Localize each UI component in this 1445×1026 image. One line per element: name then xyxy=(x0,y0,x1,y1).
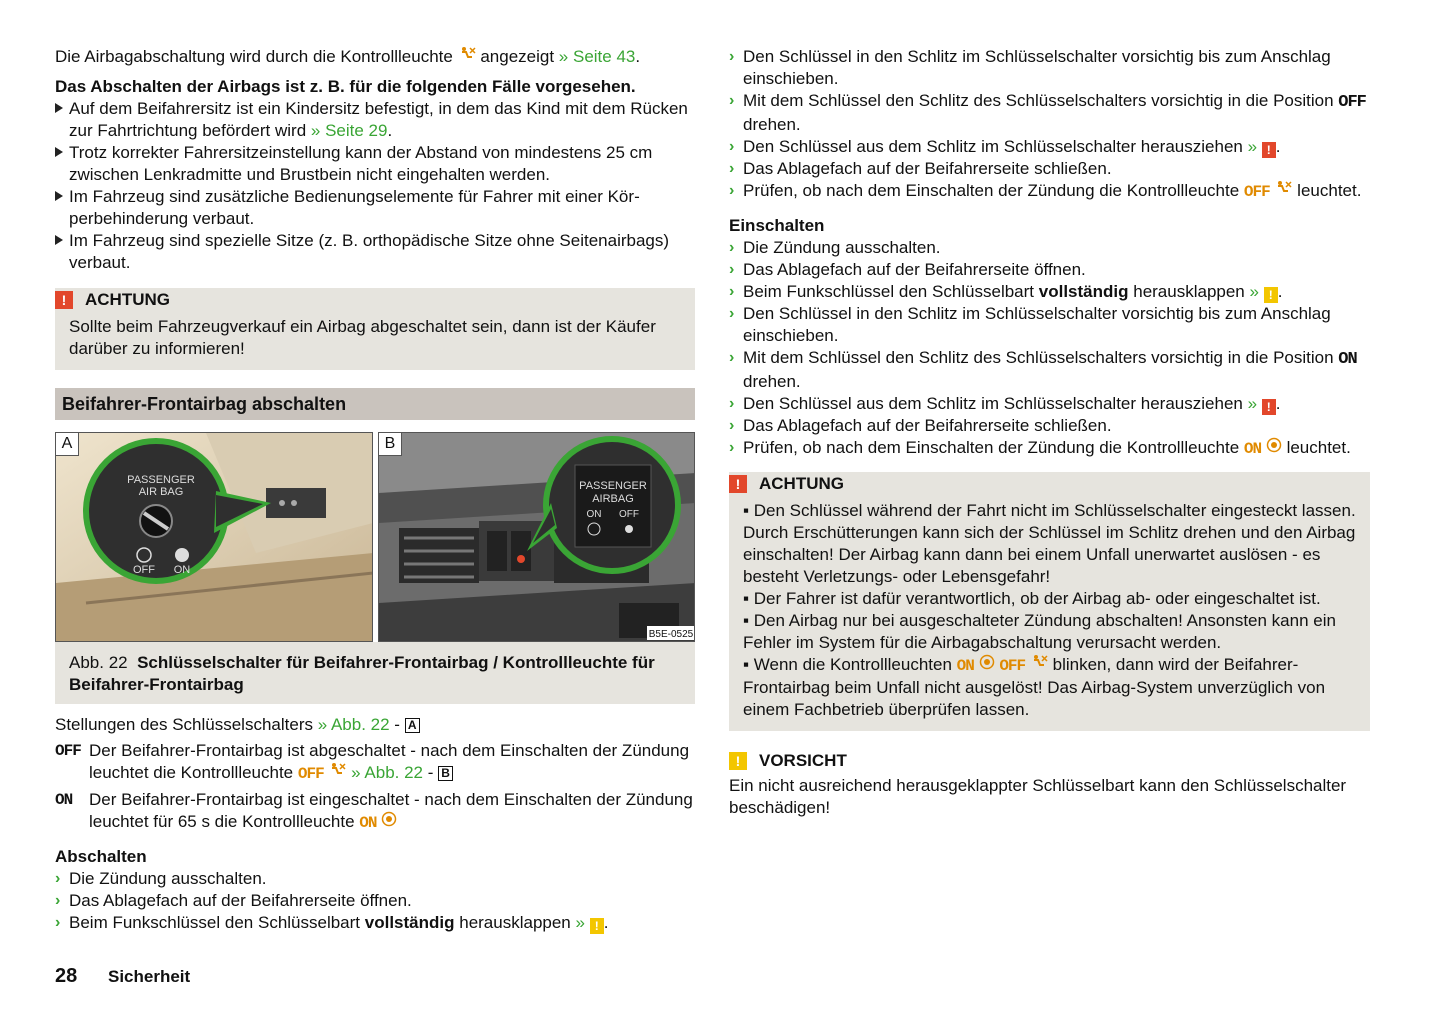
step-item: › Prüfen, ob nach dem Einschalten der Zündung die Kontrollleuchte OFF leuchtet. xyxy=(729,181,1362,201)
page-number: 28 xyxy=(55,965,78,987)
section-title: Beifahrer-Frontairbag abschalten xyxy=(55,388,695,420)
warning-title: ACHTUNG xyxy=(85,290,170,309)
link-abb-22[interactable]: » Abb. 22 xyxy=(351,763,423,782)
b-passenger-label: PASSENGER xyxy=(579,480,647,492)
link-arrow[interactable]: » xyxy=(1249,282,1259,301)
chevron-icon: › xyxy=(729,417,735,434)
step-item: › Prüfen, ob nach dem Einschalten der Zündung die Kontrollleuchte ON leuchtet. xyxy=(729,438,1351,458)
warning-icon: ! xyxy=(729,475,747,493)
figure-panel-b xyxy=(378,432,695,642)
triangle-bullet-icon xyxy=(55,235,63,245)
triangle-bullet-icon xyxy=(55,191,63,201)
step-item: › Den Schlüssel in den Schlitz im Schlüsselschalter vorsichtig bis zum Anschlag einschieben. xyxy=(729,47,1331,88)
a-on-label: ON xyxy=(173,564,191,576)
indicator-on: ON xyxy=(359,814,377,832)
airbag-off-person-icon xyxy=(1274,181,1292,200)
link-arrow[interactable]: » xyxy=(1247,137,1258,156)
warning-box-2 xyxy=(729,472,1370,731)
link-abb-22[interactable]: » Abb. 22 xyxy=(317,715,390,734)
position-key-on: ON xyxy=(1338,350,1357,369)
airbag-off-person-icon xyxy=(1030,655,1048,674)
warning-item: ▪ Wenn die Kontrollleuchten ON OFF blinken, dann wird der Beifahrer-Frontairbag beim Unfall nicht ausgelöst! Das Airbag-System unverzüglich von einem Fachbetrieb überprüfen lassen. xyxy=(743,655,1326,719)
chevron-icon: › xyxy=(729,160,735,177)
step-item: › Das Ablagefach auf der Beifahrerseite schließen. xyxy=(729,159,1112,178)
indicator-off: OFF xyxy=(1243,183,1270,201)
caution-title: VORSICHT xyxy=(759,751,847,770)
position-on-key: ON xyxy=(55,791,73,809)
page-footer xyxy=(55,965,190,988)
intro-paragraph: Die Airbagabschaltung wird durch die Kontrollleuchte angezeigt » Seite 43. xyxy=(55,47,641,66)
step-item: › Beim Funkschlüssel den Schlüsselbart vollständig herausklappen » ! . xyxy=(55,913,609,933)
einschalten-title: Einschalten xyxy=(729,216,825,235)
chevron-icon: › xyxy=(729,239,735,256)
caution-box xyxy=(729,749,1370,819)
intro-text: Die Airbagabschaltung wird durch die Kontrollleuchte xyxy=(55,47,453,66)
a-off-label: OFF xyxy=(133,564,155,576)
indicator-off: OFF xyxy=(297,765,324,783)
chevron-icon: › xyxy=(729,261,735,278)
warning-icon: ! xyxy=(55,291,73,309)
caution-icon: ! xyxy=(729,752,747,770)
link-arrow[interactable]: » xyxy=(1247,394,1258,413)
a-passenger-label: PASSENGER xyxy=(127,474,195,486)
airbag-off-person-icon xyxy=(328,763,346,782)
footer-section: Sicherheit xyxy=(107,967,191,986)
right-column xyxy=(729,46,1370,819)
link-seite-29[interactable]: » Seite 29 xyxy=(310,121,388,140)
box-a-ref: A xyxy=(405,718,420,733)
caption-number: Abb. 22 xyxy=(69,653,128,672)
warning-text: Sollte beim Fahrzeugverkauf ein Airbag abgeschaltet sein, dann ist der Käufer darüber zu informieren! xyxy=(69,317,656,358)
step-item: › Die Zündung ausschalten. xyxy=(729,238,941,257)
step-item: › Die Zündung ausschalten. xyxy=(55,869,267,888)
warning-box-1 xyxy=(55,288,695,370)
case-item: Im Fahrzeug sind spezielle Sitze (z. B. orthopädische Sitze ohne Seitenairbags) verbaut. xyxy=(55,230,695,274)
chevron-icon: › xyxy=(729,349,735,366)
indicator-on: ON xyxy=(956,657,974,675)
airbag-on-icon xyxy=(979,655,995,674)
warning-item: ▪ Den Schlüssel während der Fahrt nicht im Schlüsselschalter eingesteckt lassen. Durch Erschütterungen kann sich der Schlüssel im Schlitz drehen und den Airbag einschalten! Der Airbag kann dann bei einem Unfall unerwartet auslösen - es besteht Verletzungs- oder Lebensgefahr! xyxy=(743,501,1356,586)
chevron-icon: › xyxy=(55,892,61,909)
figure-panel-a xyxy=(55,432,373,642)
caution-text: Ein nicht ausreichend herausgeklappter Schlüsselbart kann den Schlüsselschalter beschädigen! xyxy=(729,776,1347,817)
chevron-icon: › xyxy=(729,283,735,300)
warning-item: ▪ Der Fahrer ist dafür verantwortlich, ob der Airbag ab- oder eingeschaltet ist. xyxy=(743,589,1321,608)
figure-caption xyxy=(55,642,695,704)
glovebox-illustration xyxy=(56,433,373,641)
figure-code: B5E-0525 xyxy=(648,629,694,640)
chevron-icon: › xyxy=(55,914,61,931)
airbag-on-icon xyxy=(1266,438,1282,457)
position-off-key: OFF xyxy=(55,742,81,760)
caption-text: Schlüsselschalter für Beifahrer-Frontairbag / Kontrollleuchte für Beifahrer-Frontairbag xyxy=(69,653,655,694)
chevron-icon: › xyxy=(729,305,735,322)
triangle-bullet-icon xyxy=(55,103,63,113)
warning-title: ACHTUNG xyxy=(759,474,844,493)
caution-mini-icon: ! xyxy=(590,918,604,934)
step-item: › Mit dem Schlüssel den Schlitz des Schlüsselschalters vorsichtig in die Position OFF drehen. xyxy=(729,91,1366,134)
chevron-icon: › xyxy=(729,92,735,109)
step-item: › Beim Funkschlüssel den Schlüsselbart vollständig herausklappen » ! . xyxy=(729,282,1283,302)
step-item: › Den Schlüssel in den Schlitz im Schlüsselschalter vorsichtig bis zum Anschlag einschieben. xyxy=(729,304,1331,345)
dashboard-illustration xyxy=(379,433,695,641)
b-airbag-label: AIRBAG xyxy=(592,493,634,505)
chevron-icon: › xyxy=(55,870,61,887)
warning-mini-icon: ! xyxy=(1262,399,1276,415)
warning-list xyxy=(729,496,1370,731)
airbag-off-person-icon xyxy=(458,47,476,66)
cases-heading: Das Abschalten der Airbags ist z. B. für die folgenden Fälle vorgesehen. xyxy=(55,77,636,96)
indicator-on: ON xyxy=(1243,440,1262,458)
step-item: › Das Ablagefach auf der Beifahrerseite öffnen. xyxy=(55,891,412,910)
chevron-icon: › xyxy=(729,395,735,412)
chevron-icon: › xyxy=(729,182,735,199)
step-item: › Das Ablagefach auf der Beifahrerseite öffnen. xyxy=(729,260,1086,279)
case-item: Trotz korrekter Fahrersitzeinstellung kann der Abstand von mindestens 25 cm zwischen Lenkradmitte und Brustbein nicht eingehalten werden. xyxy=(55,142,695,186)
chevron-icon: › xyxy=(729,439,735,456)
position-off: OFF Der Beifahrer-Frontairbag ist abgeschaltet - nach dem Einschalten der Zündung leuchtet die Kontrollleuchte OFF » Abb. 22 - B xyxy=(55,741,690,783)
a-airbag-label: AIR BAG xyxy=(138,486,184,498)
panel-label-b: B xyxy=(379,433,402,456)
warning-item: ▪ Den Airbag nur bei ausgeschalteter Zündung abschalten! Ansonsten kann ein Fehler im System für die Airbagabschaltung verursacht werden. xyxy=(743,611,1336,652)
b-on-label: ON xyxy=(586,509,602,520)
box-b-ref: B xyxy=(438,766,453,781)
left-column xyxy=(55,46,695,934)
chevron-icon: › xyxy=(729,138,735,155)
step-item: › Den Schlüssel aus dem Schlitz im Schlüsselschalter herausziehen » ! . xyxy=(729,137,1281,157)
position-on: ON Der Beifahrer-Frontairbag ist eingeschaltet - nach dem Einschalten der Zündung leuchtet für 65 s die Kontrollleuchte ON xyxy=(55,790,693,832)
link-seite-43[interactable]: » Seite 43 xyxy=(558,47,636,66)
panel-label-a: A xyxy=(56,433,79,456)
warning-mini-icon: ! xyxy=(1262,142,1276,158)
indicator-off: OFF xyxy=(999,657,1026,675)
positions-intro: Stellungen des Schlüsselschalters » Abb. 22 - A xyxy=(55,714,695,736)
figure-22 xyxy=(55,432,695,642)
position-key-off: OFF xyxy=(1338,93,1366,112)
intro-text-2: angezeigt xyxy=(480,47,555,66)
triangle-bullet-icon xyxy=(55,147,63,157)
step-item: › Den Schlüssel aus dem Schlitz im Schlüsselschalter herausziehen » ! . xyxy=(729,394,1281,414)
airbag-on-icon xyxy=(381,812,397,831)
abschalten-title: Abschalten xyxy=(55,847,147,866)
step-item: › Mit dem Schlüssel den Schlitz des Schlüsselschalters vorsichtig in die Position ON drehen. xyxy=(729,348,1357,391)
step-item: › Das Ablagefach auf der Beifahrerseite schließen. xyxy=(729,416,1112,435)
caution-mini-icon: ! xyxy=(1264,287,1278,303)
case-item: Im Fahrzeug sind zusätzliche Bedienungselemente für Fahrer mit einer Körperbehinderung verbaut. xyxy=(55,186,695,230)
chevron-icon: › xyxy=(729,48,735,65)
b-off-label: OFF xyxy=(618,509,639,520)
link-arrow[interactable]: » xyxy=(575,913,585,932)
case-item: Auf dem Beifahrersitz ist ein Kindersitz befestigt, in dem das Kind mit dem Rücken zur Fahrtrichtung befördert wird » Seite 29. xyxy=(55,98,695,142)
